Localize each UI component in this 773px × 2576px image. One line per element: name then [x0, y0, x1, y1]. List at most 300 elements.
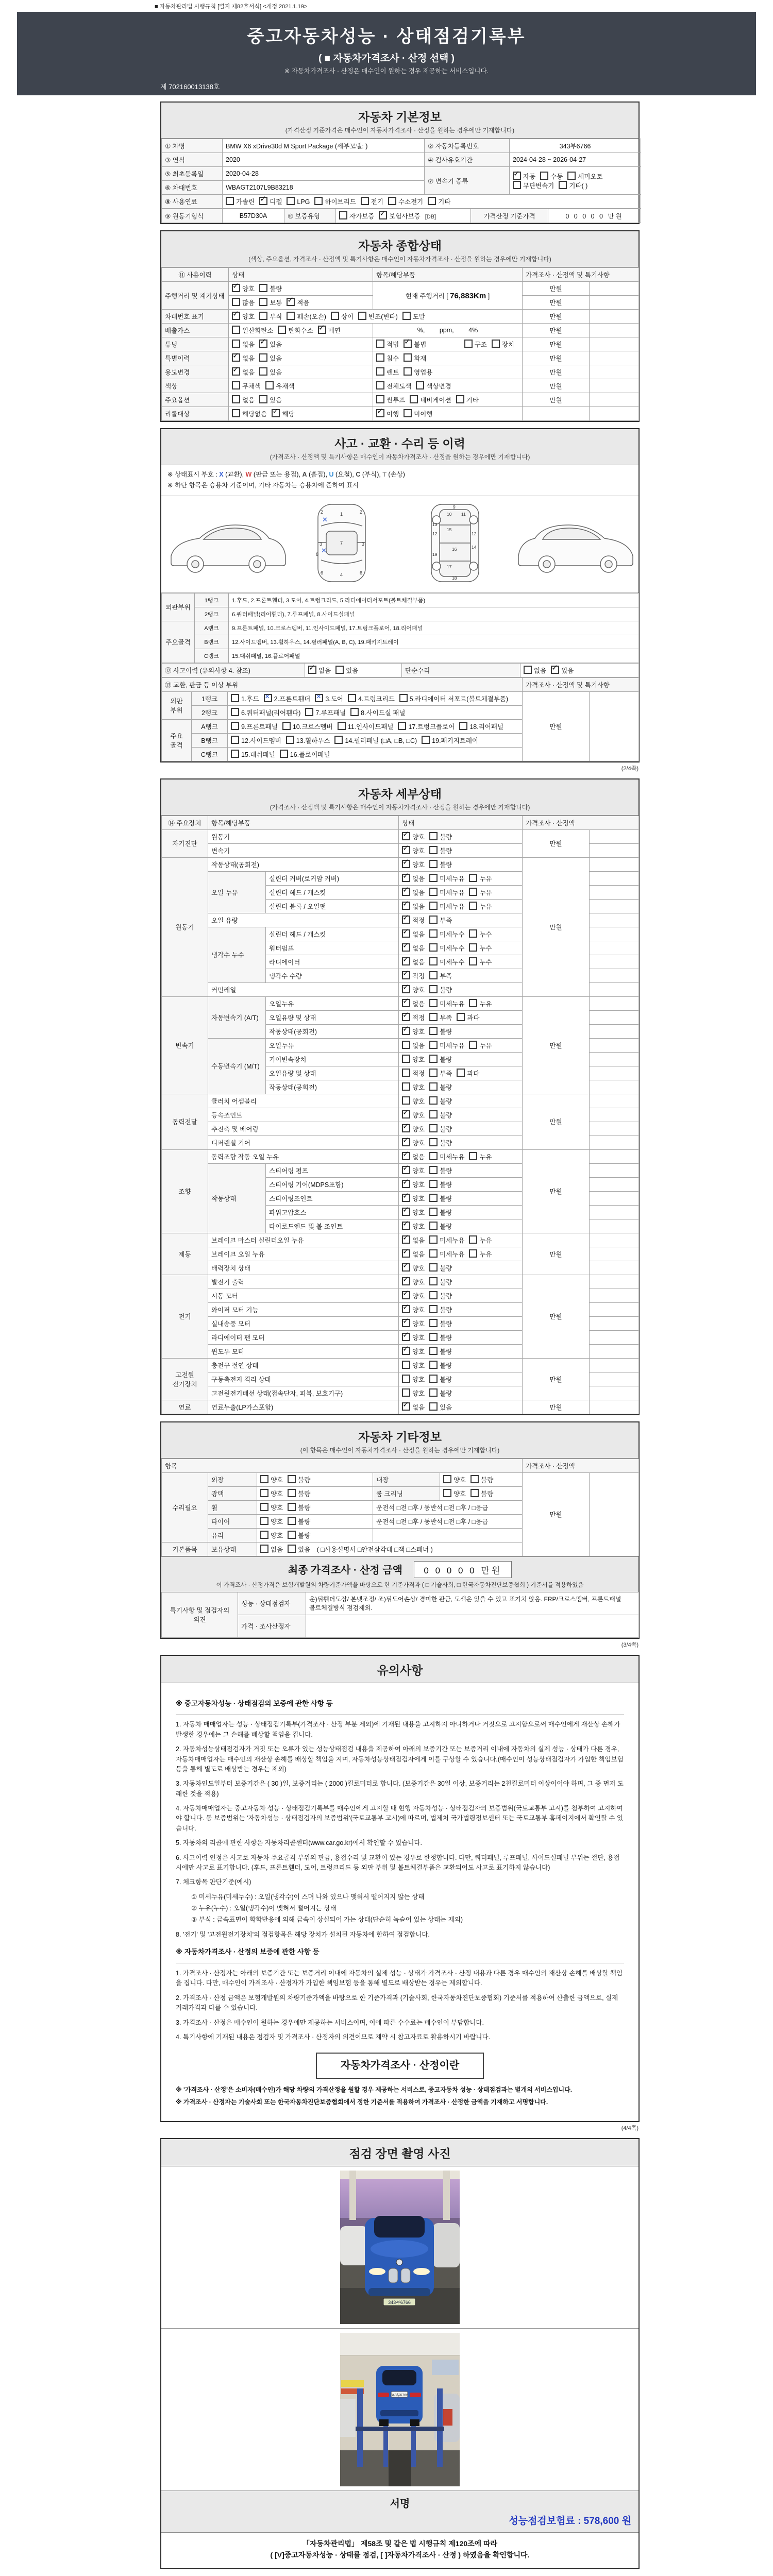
- checkbox-이행[interactable]: ✓ 이행: [376, 409, 399, 418]
- symbol-note-2: ※ 하단 항목은 승용차 기준이며, 기타 자동차는 승용차에 준하여 표시: [167, 482, 359, 489]
- plate-rear: 343부6766: [390, 2393, 409, 2397]
- checkbox-구조[interactable]: 구조: [464, 340, 487, 349]
- state-options: [399, 1191, 523, 1205]
- checkbox-누수[interactable]: 누수: [469, 957, 492, 967]
- svg-text:6: 6: [321, 570, 324, 575]
- checkbox-미세누수[interactable]: 미세누수: [429, 929, 464, 939]
- checkbox-양호[interactable]: 양호: [402, 1361, 425, 1370]
- checkbox-기타( )[interactable]: 기타( ): [559, 181, 587, 190]
- checkbox-훼손(오손)[interactable]: 훼손(오손): [287, 312, 326, 321]
- remark-cell: [590, 996, 639, 1010]
- opinion-table: [161, 1592, 639, 1638]
- checkbox-미세누수[interactable]: 미세누수: [429, 957, 464, 967]
- checkbox-장치[interactable]: 장치: [492, 340, 514, 349]
- checkbox-누유[interactable]: 누유: [469, 999, 492, 1008]
- item-스티어링 펌프: 스티어링 펌프: [266, 1163, 399, 1177]
- checkbox-과다[interactable]: 과다: [457, 1069, 479, 1078]
- checkbox-불량[interactable]: 불량: [429, 985, 452, 994]
- detail-state-table: [161, 816, 639, 1414]
- device-subgroup-수동변속기 (M/T): 수동변속기 (M/T): [208, 1038, 266, 1094]
- checkbox-무단변속기[interactable]: 무단변속기: [513, 181, 554, 190]
- price-cell: 만원: [523, 1233, 590, 1275]
- etc-options-룸 크리닝: [440, 1486, 523, 1500]
- checkbox-불량[interactable]: 불량: [429, 1277, 452, 1286]
- exchange-rank: 1랭크: [192, 691, 228, 705]
- checkbox-누유[interactable]: 누유: [469, 1235, 492, 1245]
- car-side-right-view: [518, 525, 633, 572]
- checkbox-많음[interactable]: 많음: [232, 298, 255, 307]
- checkbox-불량[interactable]: 불량: [429, 846, 452, 855]
- checkbox-양호[interactable]: ✓ 양호: [402, 1263, 425, 1273]
- label-inspection: ④ 검사유효기간: [425, 153, 510, 167]
- checkbox-불량[interactable]: 불량: [470, 1475, 493, 1484]
- notice-heading-12: ※ 자동차가격조사 · 산정의 보증에 관한 사항 등: [176, 1947, 624, 1963]
- section-note-history: (가격조사 · 산정액 및 특기사항은 매수인이 자동차가격조사 · 산정을 원하는 경우에만 기재합니다): [270, 453, 530, 461]
- checkbox-1.후드[interactable]: 1.후드: [231, 694, 259, 703]
- price-cell: 만원: [523, 1472, 590, 1556]
- notice-item-11: 8. '전기' 및 '고전원전기장치'의 점검항목은 해당 장치가 설치된 자동차에 한하여 점검합니다.: [176, 1930, 430, 1938]
- checkbox-18.리어패널[interactable]: 18.리어패널: [459, 722, 503, 731]
- checkbox-적음[interactable]: ✓ 적음: [287, 298, 309, 307]
- checkbox-누유[interactable]: 누유: [469, 874, 492, 883]
- device-group-제동: 제동: [162, 1233, 208, 1275]
- checkbox-해당없음[interactable]: 해당없음: [232, 409, 267, 418]
- checkbox-화재[interactable]: 화재: [404, 353, 426, 363]
- checkbox-불량[interactable]: 불량: [429, 860, 452, 869]
- col-price-remark: 가격조사 · 산정액 및 특기사항: [523, 268, 639, 282]
- checkbox-불량[interactable]: 불량: [429, 1361, 452, 1370]
- checkbox-불량[interactable]: 불량: [429, 1027, 452, 1036]
- checkbox-양호[interactable]: 양호: [443, 1489, 466, 1498]
- checkbox-19.패키지트레이[interactable]: 19.패키지트레이: [422, 736, 478, 745]
- col-item-part: 항목/해당부품: [373, 268, 523, 282]
- checkbox-12.사이드멤버[interactable]: 12.사이드멤버: [231, 736, 281, 745]
- checkbox-미세누유[interactable]: 미세누유: [429, 902, 464, 911]
- checkbox-도말[interactable]: 도말: [402, 312, 425, 321]
- exchange-panel-table: [161, 677, 639, 761]
- checkbox-가솔린[interactable]: 가솔린: [226, 197, 255, 206]
- legend-rank: 1랭크: [195, 593, 229, 607]
- checkbox-부족[interactable]: 부족: [429, 916, 452, 925]
- checkbox-변조(변타)[interactable]: 변조(변타): [358, 312, 398, 321]
- checkbox-미세누유[interactable]: 미세누유: [429, 1041, 464, 1050]
- checkbox-양호[interactable]: ✓ 양호: [402, 846, 425, 855]
- device-group-자기진단: 자기진단: [162, 829, 208, 857]
- checkbox-양호[interactable]: ✓ 양호: [402, 1291, 425, 1300]
- checkbox-양호[interactable]: ✓ 양호: [402, 1319, 425, 1328]
- checkbox-양호[interactable]: ✓ 양호: [402, 1180, 425, 1189]
- remark-cell: [590, 407, 639, 421]
- checkbox-16.플로어패널[interactable]: 16.플로어패널: [280, 750, 330, 759]
- checkbox-7.루프패널[interactable]: 7.루프패널: [305, 708, 346, 717]
- checkbox-있음[interactable]: 있음: [288, 1545, 310, 1554]
- checkbox-17.트렁크플로어[interactable]: 17.트렁크플로어: [398, 722, 455, 731]
- checkbox-불량[interactable]: 불량: [288, 1489, 310, 1498]
- item-고전원전기배선 상태(접속단자, 피복, 보호기구): 고전원전기배선 상태(접속단자, 피복, 보호기구): [208, 1386, 399, 1400]
- etc-item-광택: 광택: [208, 1486, 257, 1500]
- checkbox-양호[interactable]: ✓ 양호: [402, 832, 425, 841]
- checkbox-있음[interactable]: ✓ 있음: [259, 340, 282, 349]
- checkbox-양호[interactable]: ✓ 양호: [402, 1208, 425, 1217]
- checkbox-보통[interactable]: 보통: [259, 298, 282, 307]
- checkbox-불량[interactable]: 불량: [429, 1194, 452, 1203]
- checkbox-10.크로스멤버[interactable]: 10.크로스멤버: [282, 722, 333, 731]
- state-options: [399, 1136, 523, 1149]
- state-options: [399, 1122, 523, 1136]
- checkbox-양호[interactable]: ✓ 양호: [402, 1110, 425, 1120]
- checkbox-무채색[interactable]: 무채색: [232, 381, 261, 391]
- checkbox-썬루프[interactable]: 썬루프: [376, 395, 405, 404]
- device-group-전기: 전기: [162, 1275, 208, 1358]
- checkbox-세미오토[interactable]: 세미오토: [567, 172, 602, 181]
- checkbox-불량[interactable]: 불량: [429, 1124, 452, 1133]
- checkbox-없음[interactable]: ✓ 없음: [402, 874, 425, 883]
- remark-cell: [590, 927, 639, 941]
- checkbox-양호[interactable]: 양호: [260, 1517, 283, 1526]
- checkbox-디젤[interactable]: ✓ 디젤: [259, 197, 282, 206]
- price-cell: 만원: [523, 691, 590, 761]
- checkbox-수동[interactable]: 수동: [540, 172, 563, 181]
- checkbox-해당[interactable]: ✓ 해당: [272, 409, 294, 418]
- checkbox-부족[interactable]: 부족: [429, 1069, 452, 1078]
- item-스티어링조인트: 스티어링조인트: [266, 1191, 399, 1205]
- options-특별이력: [229, 351, 373, 365]
- checkbox-양호[interactable]: ✓양호: [232, 284, 255, 293]
- checkbox-적정[interactable]: ✓ 적정: [402, 1013, 425, 1022]
- state-options: [399, 1358, 523, 1372]
- item-와이퍼 모터 기능: 와이퍼 모터 기능: [208, 1302, 399, 1316]
- checkbox-양호[interactable]: ✓ 양호: [402, 1166, 425, 1175]
- checkbox-수소전기[interactable]: 수소전기: [388, 197, 423, 206]
- checkbox-불량[interactable]: 불량: [429, 1319, 452, 1328]
- checkbox-불량[interactable]: 불량: [259, 284, 282, 293]
- checkbox-있음[interactable]: 있음: [259, 367, 282, 377]
- checkbox-없음[interactable]: ✓ 없음: [402, 888, 425, 897]
- form-code-note: ■ 자동차관리법 시행규칙 [별지 제82호서식] <개정 2021.1.19>: [155, 4, 308, 10]
- remark-cell: [590, 1080, 639, 1094]
- checkbox-6.쿼터패널(리어휀다)[interactable]: 6.쿼터패널(리어휀다): [231, 708, 300, 717]
- value-car-name: BMW X6 xDrive30d M Sport Package (세부모델: ): [223, 139, 425, 153]
- checkbox-불량[interactable]: 불량: [288, 1531, 310, 1540]
- options2-특별이력: [373, 351, 523, 365]
- checkbox-13.휠하우스[interactable]: 13.휠하우스: [286, 736, 330, 745]
- checkbox-양호[interactable]: ✓ 양호: [402, 1124, 425, 1133]
- checkbox-누유[interactable]: 누유: [469, 1041, 492, 1050]
- checkbox-부식[interactable]: 부식: [259, 312, 282, 321]
- checkbox-불량[interactable]: 불량: [429, 1110, 452, 1120]
- checkbox-양호[interactable]: ✓ 양호: [402, 985, 425, 994]
- checkbox-없음[interactable]: 없음: [232, 395, 255, 404]
- item-실내송풍 모터: 실내송풍 모터: [208, 1316, 399, 1330]
- notice-subitem-10: ③ 부식 : 금속표면이 화학반응에 의해 금속이 상실되어 가는 상태(단순히 녹슬어 있는 상태는 제외): [191, 1916, 463, 1924]
- checkbox-11.인사이드패널[interactable]: 11.인사이드패널: [338, 722, 394, 731]
- state-options: [399, 1066, 523, 1080]
- checkbox-불량[interactable]: 불량: [429, 1347, 452, 1356]
- status-symbol-legend: [161, 465, 638, 496]
- checkbox-미세누유[interactable]: 미세누유: [429, 999, 464, 1008]
- checkbox-미이행[interactable]: 미이행: [404, 409, 432, 418]
- checkbox-없음[interactable]: 없음: [232, 340, 255, 349]
- svg-text:2: 2: [321, 509, 324, 515]
- checkbox-불량[interactable]: 불량: [288, 1475, 310, 1484]
- checkbox-불량[interactable]: 불량: [288, 1503, 310, 1512]
- checkbox-자가보증[interactable]: 자가보증: [339, 211, 374, 221]
- checkbox-있음[interactable]: 있음: [335, 666, 358, 675]
- checkbox-불량[interactable]: 불량: [429, 1055, 452, 1064]
- checkbox-불량[interactable]: 불량: [429, 1082, 452, 1092]
- checkbox-누유[interactable]: 누유: [469, 888, 492, 897]
- remark-cell: [590, 691, 639, 761]
- exchange-items: [228, 733, 523, 747]
- checkbox-있음[interactable]: 있음: [259, 395, 282, 404]
- checkbox-보험사보증[interactable]: ✓ 보험사보증: [379, 211, 420, 221]
- svg-text:15: 15: [447, 527, 452, 532]
- checkbox-없음[interactable]: ✓ 없음: [402, 999, 425, 1008]
- checkbox-누유[interactable]: 누유: [469, 1152, 492, 1161]
- device-group-조향: 조향: [162, 1149, 208, 1233]
- checkbox-양호[interactable]: 양호: [402, 1055, 425, 1064]
- checkbox-자동[interactable]: ✓자동: [513, 172, 535, 181]
- legend-rank: C랭크: [195, 649, 229, 663]
- row-label-mileage: 주행거리 및 계기상태: [162, 282, 229, 310]
- checkbox-없음[interactable]: ✓ 없음: [402, 943, 425, 953]
- value-inspection: 2024-04-28 ~ 2026-04-27: [510, 153, 641, 167]
- checkbox-양호[interactable]: ✓ 양호: [402, 1027, 425, 1036]
- checkbox-양호[interactable]: 양호: [260, 1531, 283, 1540]
- notice-footnote-19: ※ 가격조사 · 산정자는 기술사회 또는 한국자동차진단보증협회에서 정한 기준서를 적용하여 가격조사 · 산정한 금액을 기재하고 서명합니다.: [176, 2098, 548, 2106]
- checkbox-양호[interactable]: ✓ 양호: [232, 312, 255, 321]
- svg-text:17: 17: [447, 564, 452, 569]
- checkbox-침수[interactable]: 침수: [376, 353, 399, 363]
- photo-rear: [340, 2333, 460, 2486]
- remark-cell: [590, 1400, 639, 1414]
- checkbox-양호[interactable]: ✓ 양호: [402, 1222, 425, 1231]
- device-subgroup-자동변속기 (A/T): 자동변속기 (A/T): [208, 996, 266, 1038]
- checkbox-누유[interactable]: 누유: [469, 902, 492, 911]
- checkbox-미세누유[interactable]: 미세누유: [429, 1249, 464, 1259]
- notice-footnote-18: ※ '가격조사 · 산정'은 소비자(매수인)가 해당 차량의 가격산정을 원할 경우 제공하는 서비스로, 중고자동차 성능 · 상태점검과는 별개의 서비스입니다.: [176, 2086, 573, 2094]
- checkbox-양호[interactable]: ✓ 양호: [402, 1277, 425, 1286]
- checkbox-전기[interactable]: 전기: [361, 197, 383, 206]
- checkbox-기타[interactable]: 기타: [456, 395, 479, 404]
- checkbox-불량[interactable]: 불량: [429, 1263, 452, 1273]
- etc-info-table: [161, 1459, 639, 1556]
- checkbox-없음[interactable]: ✓ 없음: [308, 666, 331, 675]
- checkbox-3.도어[interactable]: ✕ 3.도어: [315, 694, 343, 703]
- remark-cell: [590, 871, 639, 885]
- checkbox-적법[interactable]: 적법: [376, 340, 399, 349]
- checkbox-부족[interactable]: 부족: [429, 1013, 452, 1022]
- label-car-name: ① 차명: [162, 139, 223, 153]
- checkbox-양호[interactable]: 양호: [402, 1096, 425, 1106]
- checkbox-미세누유[interactable]: 미세누유: [429, 888, 464, 897]
- checkbox-과다[interactable]: 과다: [457, 1013, 479, 1022]
- checkbox-양호[interactable]: ✓ 양호: [402, 1305, 425, 1314]
- checkbox-불량[interactable]: 불량: [429, 1138, 452, 1147]
- price-survey-definition-box: 자동차가격조사 · 산정이란: [316, 2053, 484, 2079]
- remark-cell: [590, 310, 639, 324]
- checkbox-없음[interactable]: ✓ 없음: [402, 929, 425, 939]
- checkbox-4.트렁크리드[interactable]: 4.트렁크리드: [348, 694, 395, 703]
- checkbox-불량[interactable]: 불량: [429, 1166, 452, 1175]
- checkbox-양호[interactable]: ✓ 양호: [402, 860, 425, 869]
- checkbox-불량[interactable]: 불량: [429, 1096, 452, 1106]
- checkbox-불량[interactable]: 불량: [429, 1208, 452, 1217]
- checkbox-불량[interactable]: 불량: [429, 1180, 452, 1189]
- checkbox-부족[interactable]: 부족: [429, 971, 452, 980]
- checkbox-불량[interactable]: 불량: [429, 1333, 452, 1342]
- checkbox-미세누유[interactable]: 미세누유: [429, 1235, 464, 1245]
- item-등속조인트: 등속조인트: [208, 1108, 399, 1122]
- basic-info-table-2: [161, 209, 641, 223]
- price-survey-note: ※ 자동차가격조사 · 산정은 매수인이 원하는 경우 제공하는 서비스입니다.: [284, 67, 489, 75]
- price-cell: 만원: [523, 351, 590, 365]
- checkbox-양호[interactable]: ✓ 양호: [402, 1138, 425, 1147]
- checkbox-상이[interactable]: 상이: [331, 312, 354, 321]
- label-opinion: 특기사항 및 점검자의 의견: [162, 1592, 238, 1637]
- x-mark-front-fender: ✕: [322, 515, 328, 523]
- checkbox-양호[interactable]: ✓ 양호: [402, 1333, 425, 1342]
- checkbox-양호[interactable]: ✓ 양호: [402, 1194, 425, 1203]
- checkbox-탄화수소[interactable]: 탄화수소: [278, 326, 313, 335]
- item-연료누출(LP가스포함): 연료누출(LP가스포함): [208, 1400, 399, 1414]
- checkbox-없음[interactable]: ✓ 없음: [402, 1402, 425, 1412]
- section-notice: [160, 1655, 640, 2122]
- checkbox-없음[interactable]: ✓ 없음: [402, 957, 425, 967]
- label-fuel: ⑧ 사용연료: [162, 195, 223, 209]
- checkbox-누유[interactable]: 누유: [469, 1249, 492, 1259]
- remark-cell: [590, 1191, 639, 1205]
- checkbox-누수[interactable]: 누수: [469, 943, 492, 953]
- checkbox-불량[interactable]: 불량: [429, 1305, 452, 1314]
- checkbox-없음[interactable]: ✓ 없음: [402, 1235, 425, 1245]
- checkbox-매연[interactable]: ✓ 매연: [318, 326, 341, 335]
- checkbox-2.프론트휀더[interactable]: ✕ 2.프론트휀더: [264, 694, 311, 703]
- row-label-배출가스: 배출가스: [162, 324, 229, 337]
- notice-item-6: 6. 사고이력 인정은 사고로 자동차 주요골격 부위의 판금, 용접수리 및 교환이 있는 경우로 한정합니다. 다만, 쿼터패널, 루프패널, 사이드실패널 부위는 절단, 용접 시에만 사고로 표기합니다. (후드, 프론트휀더, 도어, 트렁크리드 등 외판 부위 및 볼트체결부품은 교환되어도 사고로 표기하지 않습니다): [176, 1854, 620, 1871]
- checkbox-없음[interactable]: ✓ 없음: [402, 1152, 425, 1161]
- exchange-items: [228, 705, 523, 719]
- checkbox-기타[interactable]: 기타: [428, 197, 450, 206]
- remark-cell: [590, 955, 639, 969]
- opinion-text-0: 운)뒤휀더도장/ 본넷조정/ 조)뒤도어손상/ 경미한 판금, 도색은 있을 수 있고 표기치 않음. FRP/크로스멤버, 프론트패널 볼트체결방식 점검제외.: [306, 1592, 639, 1615]
- checkbox-누수[interactable]: 누수: [469, 929, 492, 939]
- checkbox-있음[interactable]: 있음: [259, 353, 282, 363]
- price-cell: 만원: [523, 337, 590, 351]
- photo-row-rear: [161, 2329, 638, 2491]
- checkbox-적정[interactable]: 적정: [402, 1069, 425, 1078]
- checkbox-불량[interactable]: 불량: [288, 1517, 310, 1526]
- state-options: [399, 982, 523, 996]
- state-options: [399, 1010, 523, 1024]
- item-워터펌프: 워터펌프: [266, 941, 399, 955]
- checkbox-있음[interactable]: ✓ 있음: [551, 666, 574, 675]
- row-label-색상: 색상: [162, 379, 229, 393]
- checkbox-없음[interactable]: 없음: [402, 1041, 425, 1050]
- checkbox-적정[interactable]: ✓ 적정: [402, 971, 425, 980]
- checkbox-14.필러패널 (□A, □B, □C)[interactable]: 14.필러패널 (□A, □B, □C): [334, 736, 417, 745]
- checkbox-불량[interactable]: 불량: [429, 1388, 452, 1398]
- price-cell: 만원: [523, 1358, 590, 1400]
- options-리콜대상: [229, 407, 373, 421]
- remark-cell: [590, 941, 639, 955]
- final-price-label: 최종 가격조사 · 산정 금액: [288, 1564, 402, 1576]
- notice-item-15: 3. 가격조사 · 산정은 매수인이 원하는 경우에만 제공하는 서비스이며, 이에 따른 수수료는 매수인이 부담합니다.: [176, 2019, 484, 2026]
- checkbox-불량[interactable]: 불량: [429, 1222, 452, 1231]
- checkbox-불량[interactable]: 불량: [429, 1291, 452, 1300]
- checkbox-양호[interactable]: 양호: [260, 1475, 283, 1484]
- checkbox-양호[interactable]: 양호: [402, 1082, 425, 1092]
- checkbox-없음[interactable]: ✓ 없음: [232, 367, 255, 377]
- remark-cell: [590, 351, 639, 365]
- svg-text:12: 12: [472, 531, 477, 536]
- price-cell: 만원: [523, 1149, 590, 1233]
- notice-item-5: 5. 자동차의 리콜에 관한 사항은 자동차리콜센터(www.car.go.kr)에서 확인할 수 있습니다.: [176, 1839, 422, 1847]
- checkbox-적정[interactable]: ✓ 적정: [402, 916, 425, 925]
- remark-cell: [590, 282, 639, 296]
- checkbox-없음[interactable]: 없음: [260, 1545, 283, 1554]
- checkbox-LPG[interactable]: LPG: [287, 197, 310, 206]
- checkbox-불량[interactable]: 불량: [429, 1375, 452, 1384]
- item-추진축 및 베어링: 추진축 및 베어링: [208, 1122, 399, 1136]
- checkbox-일산화탄소[interactable]: 일산화탄소: [232, 326, 273, 335]
- fuel-options: [223, 195, 641, 209]
- checkbox-8.사이드실 패널[interactable]: 8.사이드실 패널: [350, 708, 405, 717]
- checkbox-양호[interactable]: 양호: [402, 1375, 425, 1384]
- checkbox-없음[interactable]: 없음: [524, 666, 546, 675]
- item-라디에이터 팬 모터: 라디에이터 팬 모터: [208, 1330, 399, 1344]
- device-subgroup-오일 누유: 오일 누유: [208, 871, 266, 913]
- checkbox-9.프론트패널[interactable]: 9.프론트패널: [231, 722, 278, 731]
- svg-text:8: 8: [316, 551, 319, 557]
- checkbox-렌트[interactable]: 렌트: [376, 367, 399, 377]
- checkbox-불량[interactable]: 불량: [429, 832, 452, 841]
- checkbox-네비게이션[interactable]: 네비게이션: [410, 395, 451, 404]
- remark-cell: [590, 1330, 639, 1344]
- checkbox-있음[interactable]: 있음: [429, 1402, 452, 1412]
- checkbox-영업용[interactable]: 영업용: [404, 367, 432, 377]
- checkbox-전체도색[interactable]: 전체도색: [376, 381, 411, 391]
- checkbox-양호[interactable]: 양호: [260, 1503, 283, 1512]
- svg-text:1: 1: [340, 511, 343, 517]
- checkbox-양호[interactable]: 양호: [443, 1475, 466, 1484]
- etc-options-휠: [257, 1500, 373, 1514]
- checkbox-없음[interactable]: ✓ 없음: [402, 1249, 425, 1259]
- checkbox-미세누유[interactable]: 미세누유: [429, 874, 464, 883]
- checkbox-양호[interactable]: 양호: [260, 1489, 283, 1498]
- photo-row-front: [161, 2166, 638, 2329]
- checkbox-없음[interactable]: ✓ 없음: [402, 902, 425, 911]
- checkbox-15.대쉬패널[interactable]: 15.대쉬패널: [231, 750, 275, 759]
- checkbox-미세누유[interactable]: 미세누유: [429, 1152, 464, 1161]
- checkbox-하이브리드[interactable]: 하이브리드: [314, 197, 356, 206]
- checkbox-불법[interactable]: ✓ 불법: [404, 340, 426, 349]
- state-options: [399, 1330, 523, 1344]
- checkbox-양호[interactable]: ✓ 양호: [402, 1347, 425, 1356]
- mileage-amount-options: [229, 296, 373, 310]
- checkbox-색상변경[interactable]: 색상변경: [416, 381, 451, 391]
- remark-cell: [590, 1136, 639, 1149]
- item-오일유량 및 상태: 오일유량 및 상태: [266, 1010, 399, 1024]
- checkbox-5.라디에이터 서포트(볼트체결부품)[interactable]: 5.라디에이터 서포트(볼트체결부품): [399, 694, 508, 703]
- checkbox-유채색[interactable]: 유채색: [265, 381, 294, 391]
- checkbox-양호[interactable]: 양호: [402, 1388, 425, 1398]
- checkbox-불량[interactable]: 불량: [470, 1489, 493, 1498]
- checkbox-미세누수[interactable]: 미세누수: [429, 943, 464, 953]
- options2-색상: [373, 379, 523, 393]
- checkbox-없음[interactable]: ✓ 없음: [232, 353, 255, 363]
- price-cell: 만원: [523, 282, 590, 296]
